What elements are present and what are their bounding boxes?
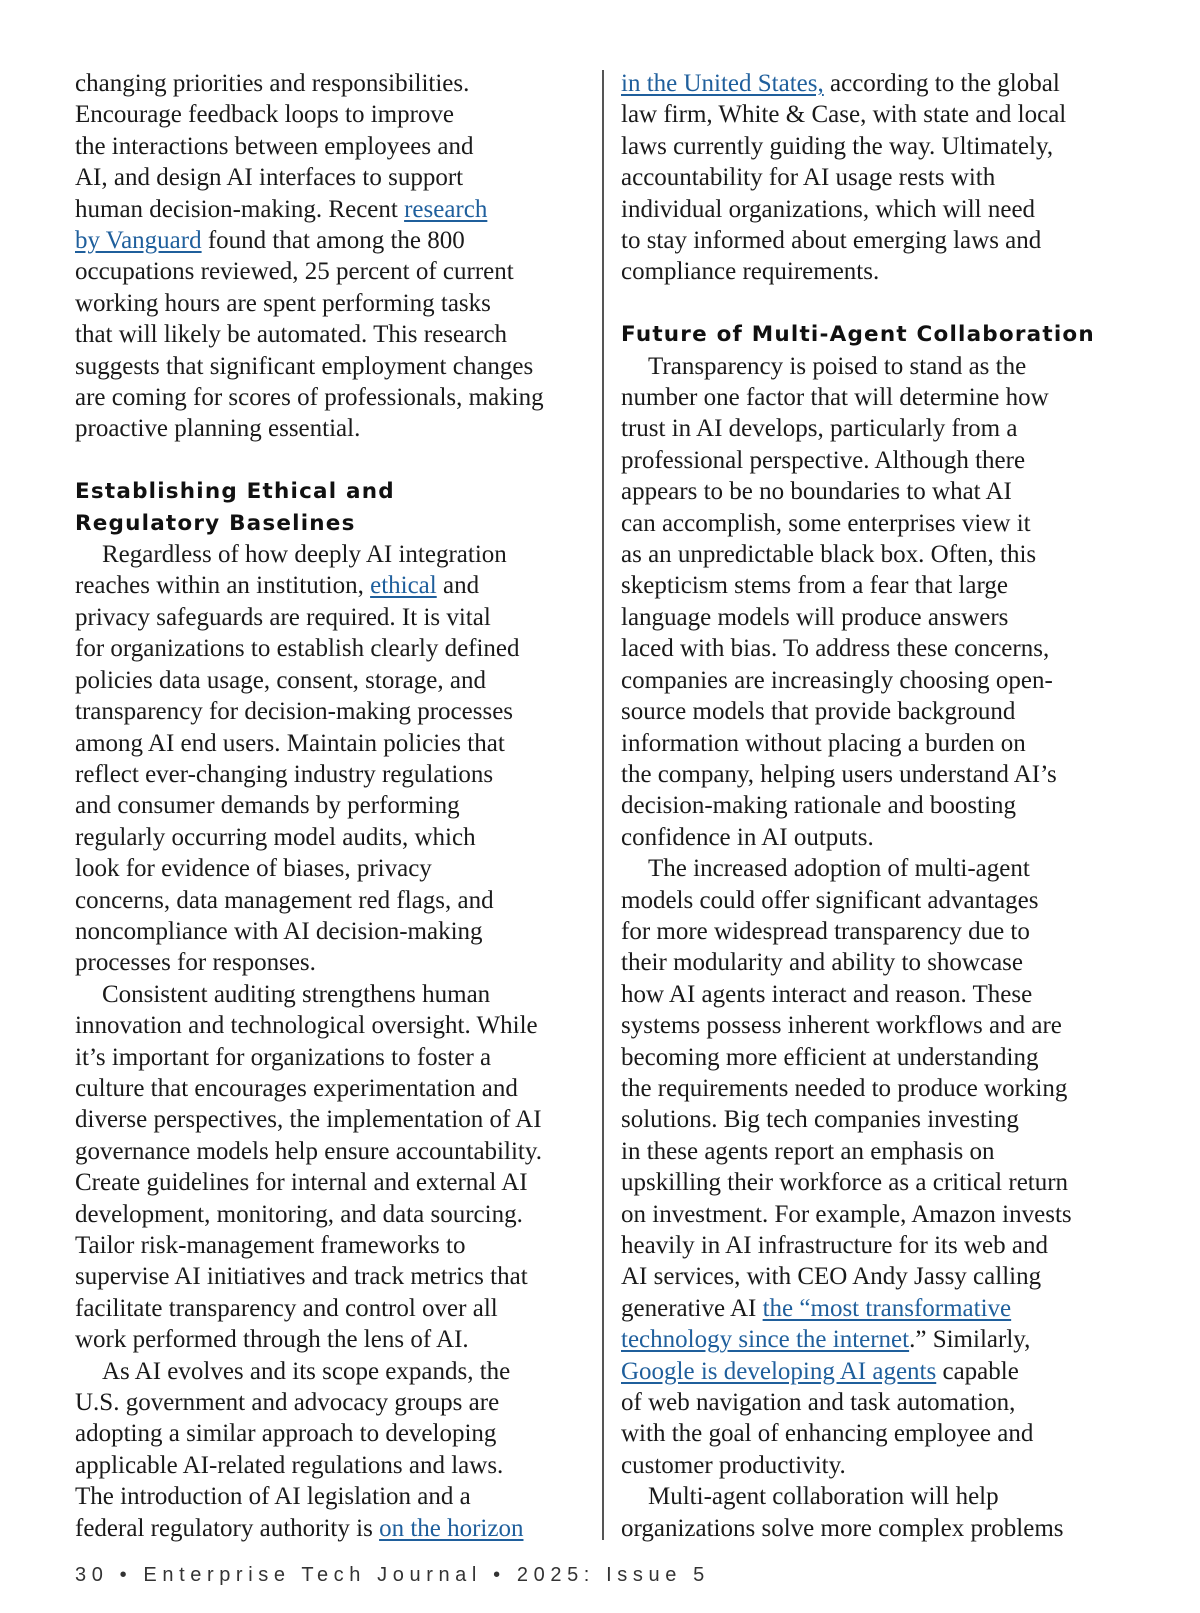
text-line: their modularity and ability to showcase <box>621 949 1023 977</box>
text-line: number one factor that will determine how <box>621 384 1049 412</box>
text-line: the company, helping users understand AI’s <box>621 760 1057 788</box>
text-line: solutions. Big tech companies investing <box>621 1106 1019 1134</box>
text-line: in these agents report an emphasis on <box>621 1137 995 1165</box>
text-line: Transparency is poised to stand as the <box>648 352 1027 380</box>
publication-name: Enterprise Tech Journal <box>143 1564 482 1586</box>
text-line: privacy safeguards are required. It is vital <box>75 603 491 631</box>
text-line: working hours are spent performing tasks <box>75 289 491 317</box>
text-line: culture that encourages experimentation and <box>75 1074 518 1102</box>
section-heading-multi-agent: Future of Multi-Agent Collaboration <box>621 322 1095 348</box>
paragraph-transparency <box>621 351 1136 854</box>
text-line: proactive planning essential. <box>75 415 361 443</box>
text-line: AI services, with CEO Andy Jassy calling <box>621 1263 1042 1291</box>
text-line: Multi-agent collaboration will help <box>648 1483 999 1511</box>
on-the-horizon-link[interactable]: on the horizon <box>379 1514 524 1542</box>
paragraph-ethical <box>75 539 585 979</box>
text-line: professional perspective. Although there <box>621 446 1026 474</box>
text-line: Tailor risk-management frameworks to <box>75 1232 466 1260</box>
page-footer <box>75 1564 710 1587</box>
text-line: Encourage feedback loops to improve <box>75 101 455 129</box>
text-fragment: .” Similarly, <box>909 1326 1031 1354</box>
issue-label: 2025: Issue 5 <box>516 1564 710 1586</box>
text-line: adopting a similar approach to developing <box>75 1420 497 1448</box>
right-column <box>621 68 1136 1544</box>
text-line: The increased adoption of multi-agent <box>648 855 1030 883</box>
paragraph-auditing <box>75 979 585 1356</box>
ethical-link[interactable]: ethical <box>370 572 437 600</box>
text-line <box>621 1293 1136 1324</box>
text-line: Create guidelines for internal and external AI <box>75 1169 528 1197</box>
text-line: for organizations to establish clearly defined <box>75 635 520 663</box>
text-line: the requirements needed to produce working <box>621 1074 1068 1102</box>
text-line: laced with bias. To address these concerns, <box>621 635 1050 663</box>
text-line: reflect ever-changing industry regulations <box>75 760 494 788</box>
paragraph-workforce <box>75 68 585 445</box>
paragraph-multi-agent-adoption <box>621 853 1136 1481</box>
text-line: decision-making rationale and boosting <box>621 792 1017 820</box>
google-ai-agents-link[interactable]: Google is developing AI agents <box>621 1357 937 1385</box>
section-heading-ethical: Establishing Ethical and <box>75 479 395 505</box>
text-line: and consumer demands by performing <box>75 792 460 820</box>
text-line: innovation and technological oversight. While <box>75 1012 538 1040</box>
text-line: compliance requirements. <box>621 258 880 286</box>
text-fragment: found that among the 800 <box>201 227 465 255</box>
text-line: changing priorities and responsibilities. <box>75 70 470 97</box>
text-line: source models that provide background <box>621 698 1016 726</box>
text-line: policies data usage, consent, storage, and <box>75 666 486 694</box>
text-line: organizations solve more complex problems <box>621 1514 1064 1542</box>
footer-separator: • <box>119 1564 133 1586</box>
spacer <box>75 445 585 476</box>
text-line <box>621 68 1136 99</box>
text-line: look for evidence of biases, privacy <box>75 855 432 883</box>
spacer <box>621 288 1136 319</box>
text-line: models could offer significant advantages <box>621 886 1039 914</box>
text-line: development, monitoring, and data sourcing. <box>75 1200 523 1228</box>
text-line: noncompliance with AI decision-making <box>75 917 483 945</box>
research-link[interactable]: research <box>404 195 488 223</box>
text-line: governance models help ensure accountability. <box>75 1137 542 1165</box>
text-line <box>75 194 585 225</box>
text-line <box>621 1324 1136 1355</box>
text-line: The introduction of AI legislation and a <box>75 1483 471 1511</box>
text-line: heavily in AI infrastructure for its web and <box>621 1232 1048 1260</box>
text-line: laws currently guiding the way. Ultimately, <box>621 132 1054 160</box>
text-line: suggests that significant employment changes <box>75 352 534 380</box>
text-line: facilitate transparency and control over all <box>75 1294 498 1322</box>
text-line: occupations reviewed, 25 percent of current <box>75 258 514 286</box>
text-fragment: human decision-making. Recent <box>75 195 405 223</box>
text-line: becoming more efficient at understanding <box>621 1043 1039 1071</box>
text-line: among AI end users. Maintain policies that <box>75 729 505 757</box>
text-line <box>75 225 585 256</box>
paragraph-collaboration <box>621 1481 1136 1544</box>
text-line: individual organizations, which will need <box>621 195 1036 223</box>
text-line: U.S. government and advocacy groups are <box>75 1389 500 1417</box>
text-line: can accomplish, some enterprises view it <box>621 509 1031 537</box>
text-line: Consistent auditing strengthens human <box>102 980 491 1008</box>
text-line: supervise AI initiatives and track metrics that <box>75 1263 528 1291</box>
text-line: concerns, data management red flags, and <box>75 886 494 914</box>
text-line: upskilling their workforce as a critical return <box>621 1169 1069 1197</box>
text-fragment: generative AI <box>621 1294 763 1322</box>
text-line: law firm, White & Case, with state and local <box>621 101 1067 129</box>
text-line <box>75 1513 585 1544</box>
text-line: regularly occurring model audits, which <box>75 823 476 851</box>
text-fragment: reaches within an institution, <box>75 572 371 600</box>
text-line: customer productivity. <box>621 1451 846 1479</box>
text-line: that will likely be automated. This research <box>75 321 508 349</box>
text-line: applicable AI-related regulations and laws. <box>75 1451 504 1479</box>
text-line: skepticism stems from a fear that large <box>621 572 1008 600</box>
text-line: it’s important for organizations to foster a <box>75 1043 492 1071</box>
text-line: appears to be no boundaries to what AI <box>621 478 1012 506</box>
paragraph-regulation <box>75 1356 585 1544</box>
text-line: Regardless of how deeply AI integration <box>102 541 507 569</box>
text-fragment: according to the global <box>823 70 1060 97</box>
united-states-link[interactable]: in the United States, <box>621 70 824 97</box>
most-transformative-link[interactable]: the “most transformative <box>762 1294 1012 1322</box>
text-line: information without placing a burden on <box>621 729 1026 757</box>
text-line <box>75 570 585 601</box>
text-line: the interactions between employees and <box>75 132 474 160</box>
text-line: AI, and design AI interfaces to support <box>75 164 464 192</box>
text-line: for more widespread transparency due to <box>621 917 1030 945</box>
text-line: diverse perspectives, the implementation of AI <box>75 1106 542 1134</box>
text-line: are coming for scores of professionals, making <box>75 384 544 412</box>
text-line: confidence in AI outputs. <box>621 823 874 851</box>
page-number: 30 <box>75 1564 109 1586</box>
text-line: accountability for AI usage rests with <box>621 164 996 192</box>
text-line: companies are increasingly choosing open- <box>621 666 1053 694</box>
text-line: processes for responses. <box>75 949 316 977</box>
text-line: as an unpredictable black box. Often, this <box>621 541 1037 569</box>
text-line: As AI evolves and its scope expands, the <box>102 1357 511 1385</box>
text-line <box>621 1356 1136 1387</box>
text-line: on investment. For example, Amazon invests <box>621 1200 1072 1228</box>
text-line: with the goal of enhancing employee and <box>621 1420 1034 1448</box>
text-line: language models will produce answers <box>621 603 1009 631</box>
left-column <box>75 68 585 1544</box>
text-line: work performed through the lens of AI. <box>75 1326 469 1354</box>
text-fragment: federal regulatory authority is <box>75 1514 380 1542</box>
text-line: how AI agents interact and reason. These <box>621 980 1033 1008</box>
section-heading-ethical-line2: Regulatory Baselines <box>75 510 356 536</box>
most-transformative-link-cont[interactable]: technology since the internet <box>621 1326 910 1354</box>
column-divider <box>602 70 604 1540</box>
paragraph-us-laws <box>621 68 1136 288</box>
text-line: to stay informed about emerging laws and <box>621 227 1042 255</box>
text-fragment: and <box>436 572 480 600</box>
vanguard-link[interactable]: by Vanguard <box>75 227 202 255</box>
footer-separator: • <box>493 1564 506 1586</box>
text-line: of web navigation and task automation, <box>621 1389 1016 1417</box>
text-fragment: capable <box>936 1357 1019 1385</box>
text-line: systems possess inherent workflows and are <box>621 1012 1062 1040</box>
text-line: transparency for decision-making processes <box>75 698 514 726</box>
text-line: trust in AI develops, particularly from a <box>621 415 1018 443</box>
